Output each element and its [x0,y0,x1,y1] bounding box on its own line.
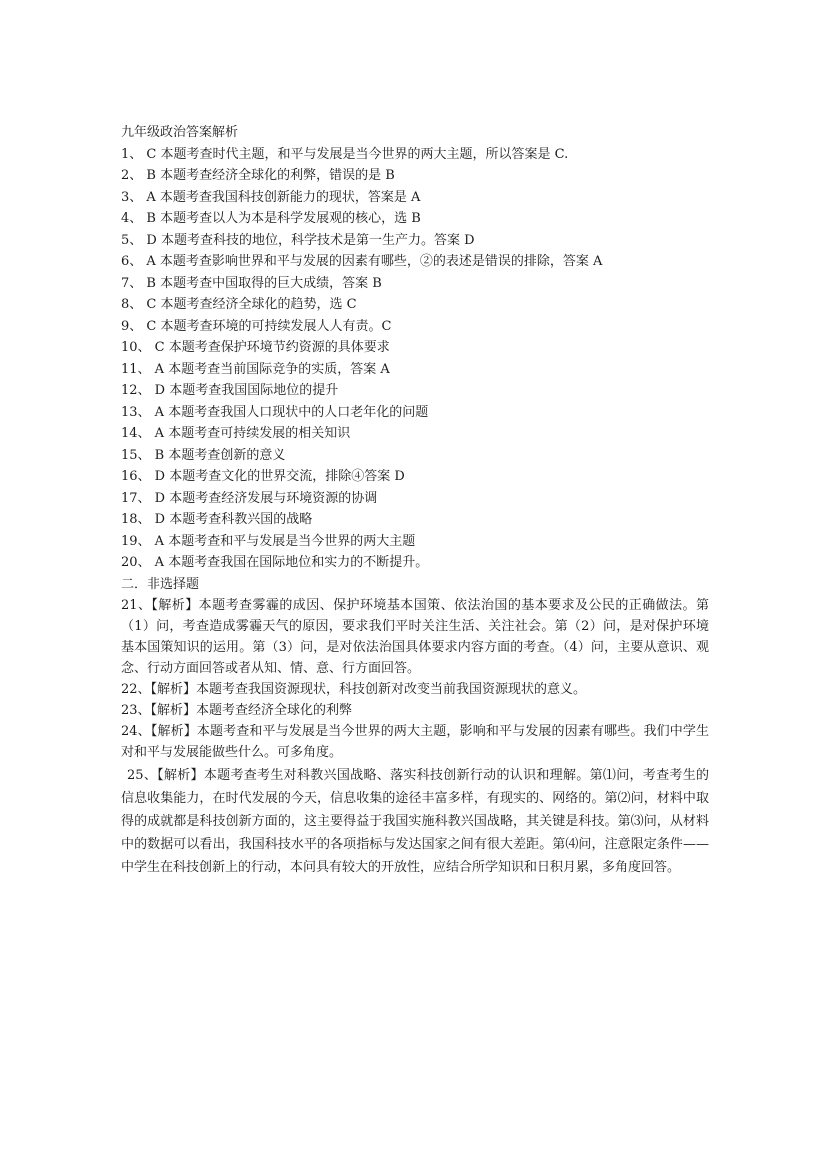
answer-line: 3、 A 本题考查我国科技创新能力的现状，答案是 A [121,189,421,205]
answer-line: 9、 C 本题考查环境的可持续发展人人有责。C [121,318,392,334]
answer-line: 11、 A 本题考查当前国际竞争的实质，答案 A [121,361,390,377]
answer-line: 10、 C 本题考查保护环境节约资源的具体要求 [121,340,390,355]
section-heading: 二．非选择题 [121,576,200,592]
answer-line: 2、 B 本题考查经济全球化的利弊，错误的是 B [121,168,395,183]
answer-line: 5、 D 本题考查科技的地位，科学技术是第一生产力。答案 D [121,232,475,248]
answer-line: 20、 A 本题考查我国在国际地位和实力的不断提升。 [121,555,429,570]
answer-line: 18、 D 本题考查科教兴国的战略 [121,512,313,527]
answer-line: 14、 A 本题考查可持续发展的相关知识 [121,426,351,441]
answer-line: 7、 B 本题考查中国取得的巨大成绩，答案 B [121,275,382,291]
document-body [121,122,709,879]
answer-line: 8、 C 本题考查经济全球化的趋势，选 C [121,297,357,312]
document-title: 九年级政治答案解析 [121,125,239,140]
analysis-22: 22、【解析】本题考查我国资源现状，科技创新对改变当前我国资源现状的意义。 [121,682,587,697]
answer-line: 16、 D 本题考查文化的世界交流，排除④答案 D [121,469,405,484]
answer-line: 15、 B 本题考查创新的意义 [121,447,286,463]
answer-line: 17、 D 本题考查经济发展与环境资源的协调 [121,490,378,506]
analysis-23: 23、【解析】本题考查经济全球化的利弊 [121,703,353,718]
analysis-21: 21、【解析】本题考查雾霾的成因、保护环境基本国策、依法治国的基本要求及公民的正确做法。第（1）问，考查造成雾霾天气的原因，要求我们平时关注生活、关注社会。第（2）问，是对保护环境基本国策知识的运用。第（3）问，是对依法治国具体要求内容方面的考查。（4）问，主要从意识、观念、行动方面回答或者从知、情、意、行方面回答。 [121,598,709,676]
analysis-25: 25、【解析】本题考查考生对科教兴国战略、落实科技创新行动的认识和理解。第⑴问，考查考生的信息收集能力，在时代发展的今天，信息收集的途径丰富多样，有现实的、网络的。第⑵问，材料中取得的成就都是科技创新方面的，这主要得益于我国实施科教兴国战略，其关键是科技。第⑶问，从材料中的数据可以看出，我国科技水平的各项指标与发达国家之间有很大差距。第⑷问，注意限定条件——中学生在科技创新上的行动，本问具有较大的开放性，应结合所学知识和日积月累，多角度回答。 [121,768,709,875]
answer-line: 6、 A 本题考查影响世界和平与发展的因素有哪些，②的表述是错误的排除，答案 A [121,254,603,269]
analysis-24: 24、【解析】本题考查和平与发展是当今世界的两大主题，影响和平与发展的因素有哪些。我们中学生对和平与发展能做些什么。可多角度。 [121,724,709,760]
answer-line: 12、 D 本题考查我国国际地位的提升 [121,383,339,398]
answer-line: 13、 A 本题考查我国人口现状中的人口老年化的问题 [121,404,429,420]
answer-line: 19、 A 本题考查和平与发展是当今世界的两大主题 [121,533,416,549]
answer-line: 1、 C 本题考查时代主题，和平与发展是当今世界的两大主题，所以答案是 C. [121,146,569,162]
answer-line: 4、 B 本题考查以人为本是科学发展观的核心，选 B [121,211,421,226]
